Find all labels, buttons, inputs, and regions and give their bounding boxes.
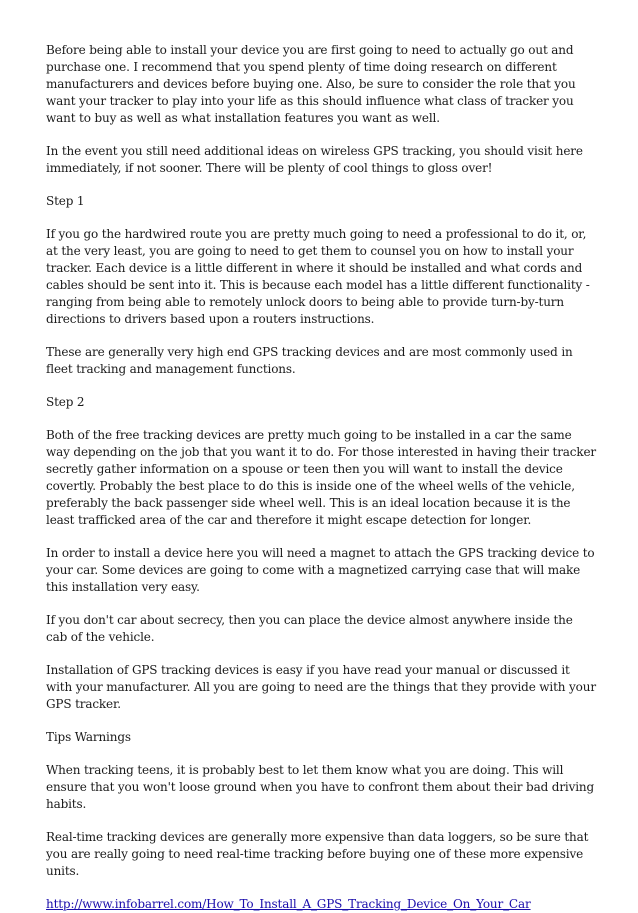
document-page: [46, 42, 596, 913]
paragraph-magnet-install: In order to install a device here you will need a magnet to attach the GPS tracking device to your car. Some devices are going to come with a magnetized carrying case that will make this installation very easy.: [46, 546, 595, 594]
paragraph-high-end-devices: These are generally very high end GPS tracking devices and are most commonly used in fleet tracking and management functions.: [46, 345, 573, 376]
heading-tips-warnings: Tips Warnings: [46, 730, 131, 744]
heading-step-2: Step 2: [46, 395, 85, 409]
source-link[interactable]: http://www.infobarrel.com/How_To_Install_A_GPS_Tracking_Device_On_Your_Car: [46, 897, 531, 911]
paragraph-free-tracking-devices: Both of the free tracking devices are pretty much going to be installed in a car the same way depending on the job that you want it to do. For those interested in having their tracker secretly gather information on a spouse or teen then you will want to install the device covertly. Probably the best place to do this is inside one of the wheel wells of the vehicle, preferably the back passenger side wheel well. This is an ideal location because it is the least trafficked area of the car and therefore it might escape detection for longer.: [46, 428, 597, 527]
paragraph-tracking-teens: When tracking teens, it is probably best to let them know what you are doing. This will ensure that you won't loose ground when you have to confront them about their bad driving habits.: [46, 763, 595, 811]
paragraph-real-time-devices: Real-time tracking devices are generally more expensive than data loggers, so be sure that you are really going to need real-time tracking before buying one of these more expensive units.: [46, 830, 589, 878]
paragraph-installation-easy: Installation of GPS tracking devices is easy if you have read your manual or discussed it with your manufacturer. All you are going to need are the things that they provide with your GPS tracker.: [46, 663, 596, 711]
paragraph-hardwired-route: If you go the hardwired route you are pretty much going to need a professional to do it, or, at the very least, you are going to need to get them to counsel you on how to install your tracker. Each device is a little different in where it should be installed and what cords and cables should be sent into it. This is because each model has a little different functionality - ranging from being able to remotely unlock doors to being able to provide turn-by-turn directions to drivers based upon a routers instructions.: [46, 227, 590, 326]
paragraph-secrecy: If you don't car about secrecy, then you can place the device almost anywhere inside the cab of the vehicle.: [46, 613, 573, 644]
paragraph-additional-ideas: In the event you still need additional ideas on wireless GPS tracking, you should visit here immediately, if not sooner. There will be plenty of cool things to gloss over!: [46, 144, 583, 175]
heading-step-1: Step 1: [46, 194, 85, 208]
paragraph-intro: Before being able to install your device you are first going to need to actually go out and purchase one. I recommend that you spend plenty of time doing research on different manufacturers and devices before buying one. Also, be sure to consider the role that you want your tracker to play into your life as this should influence what class of tracker you want to buy as well as what installation features you want as well.: [46, 43, 576, 125]
